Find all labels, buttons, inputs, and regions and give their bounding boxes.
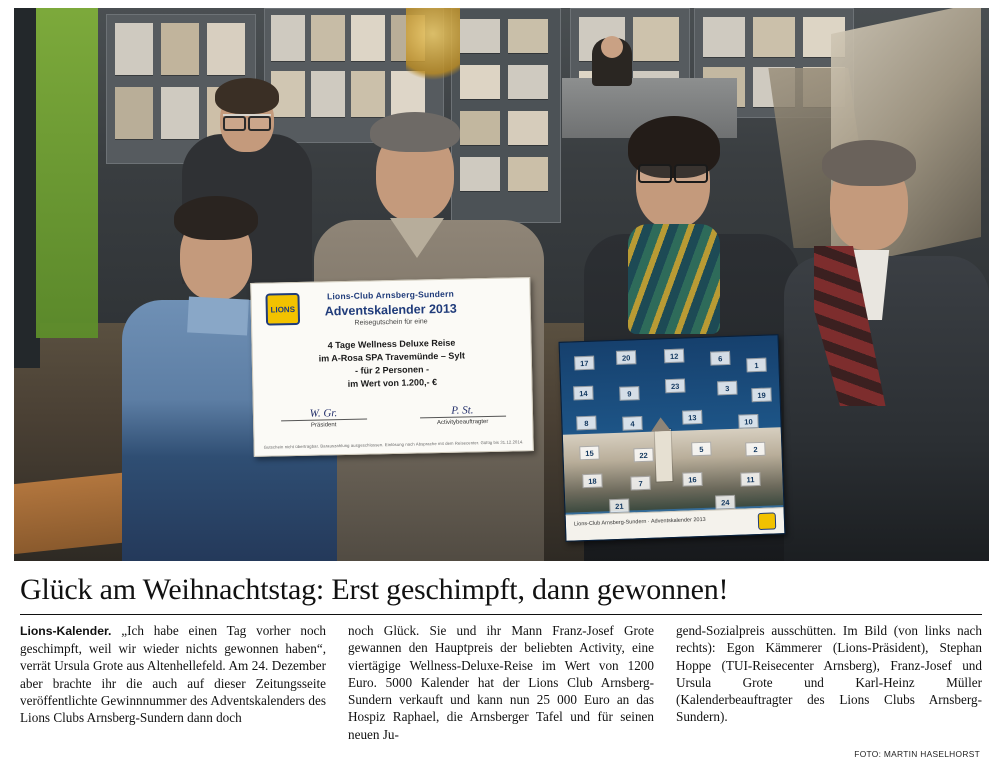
article-body	[20, 622, 982, 743]
advent-calendar	[559, 334, 786, 542]
signature-label-left: Präsident	[281, 419, 367, 430]
prize-line-4: im Wert von 1.200,- €	[347, 377, 438, 390]
prize-line-2: im A-Rosa SPA Travemünde – Sylt	[318, 350, 465, 364]
calendar-door: 1	[746, 358, 766, 373]
article-column-2	[348, 622, 654, 743]
calendar-door: 10	[738, 414, 758, 429]
calendar-door: 14	[573, 386, 593, 401]
article-text-1: „Ich habe einen Tag vorher noch geschimpft, weil wir wieder nichts gewonnen haben“, verrät Ursula Grote aus Altenhellefeld. Am 24. Dezember aber brachte ihr die auch auf dieser Zeitungsseite veröffentlichte Gewinnnummer des Adventskalenders des Lions Clubs Arnsberg-Sundern dann doch	[20, 623, 326, 726]
calendar-door: 7	[630, 476, 650, 491]
article-text-2: noch Glück. Sie und ihr Mann Franz-Josef Grote gewannen den Hauptpreis der beliebten Activity, eine viertägige Wellness-Deluxe-Reise im Wert von 1200 Euro. 5000 Kalender hat der Lions Club Arnsberg-Sundern verkauft und kann nun 25 000 Euro an das Hospiz Raphael, die Arnsberger Tafel und für seinen neuen Ju-	[348, 623, 654, 742]
calendar-door: 23	[665, 379, 685, 394]
certificate-title: Adventskalender 2013	[324, 301, 457, 319]
signature-scribble-right: P. St.	[451, 404, 474, 417]
headline: Glück am Weihnachtstag: Erst geschimpft, dann gewonnen!	[20, 573, 729, 606]
calendar-door: 15	[579, 446, 599, 461]
calendar-door: 3	[717, 381, 737, 396]
article-column-3	[676, 622, 982, 743]
certificate-prize	[262, 335, 521, 393]
calendar-door: 12	[664, 349, 684, 364]
calendar-door: 2	[745, 442, 765, 457]
calendar-door: 19	[751, 388, 771, 403]
article-text-3: gend-Sozialpreis ausschütten. Im Bild (von links nach rechts): Egon Kämmerer (Lions-Präsident), Stephan Hoppe (TUI-Reisecenter Arnsberg), Franz-Josef und Ursula Grote und Karl-Heinz Müller (Kalenderbeauftragter des Lions Clubs Arnsberg-Sundern).	[676, 623, 982, 725]
calendar-door: 4	[622, 416, 642, 431]
calendar-door: 21	[609, 499, 629, 514]
calendar-door: 17	[574, 356, 594, 371]
certificate-club-line: Lions-Club Arnsberg-Sundern	[326, 288, 455, 302]
article-photo	[14, 8, 989, 561]
article-lead-in: Lions-Kalender.	[20, 624, 112, 638]
lions-logo-icon	[758, 512, 777, 530]
lions-logo-icon: LIONS	[265, 293, 300, 326]
calendar-footer-text: Lions-Club Arnsberg-Sundern · Adventskalender 2013	[573, 516, 706, 528]
calendar-door: 5	[691, 442, 711, 457]
calendar-door: 13	[682, 410, 702, 425]
article-column-1	[20, 622, 326, 743]
certificate-subtitle: Reisegutschein für eine	[354, 318, 428, 327]
calendar-door: 6	[710, 351, 730, 366]
calendar-door: 20	[616, 350, 636, 365]
calendar-door: 8	[576, 416, 596, 431]
signature-scribble-left: W. Gr.	[309, 407, 338, 420]
background-person	[592, 38, 632, 86]
signature-label-right: Activitybeauftragter	[420, 416, 506, 427]
prize-line-3: - für 2 Personen -	[354, 364, 430, 376]
photo-scene	[14, 8, 989, 561]
certificate-footnote: Gutschein nicht übertragbar. Barauszahlung ausgeschlossen. Einlösung nach Absprache mit dem Reisecenter. Gültig bis 31.12.2014.	[263, 439, 524, 450]
green-column	[36, 8, 98, 338]
calendar-door: 9	[619, 386, 639, 401]
person-right	[784, 138, 989, 561]
calendar-door: 24	[715, 495, 735, 510]
prize-certificate	[250, 277, 534, 457]
certificate-signatures	[254, 403, 532, 430]
divider	[20, 614, 982, 615]
calendar-door: 22	[633, 448, 653, 463]
prize-line-1: 4 Tage Wellness Deluxe Reise	[327, 337, 456, 351]
calendar-door: 16	[682, 472, 702, 487]
calendar-door: 11	[740, 472, 760, 487]
ceiling-lamp	[406, 8, 460, 94]
photo-credit: FOTO: MARTIN HASELHORST	[854, 748, 980, 759]
calendar-door: 18	[582, 473, 602, 488]
